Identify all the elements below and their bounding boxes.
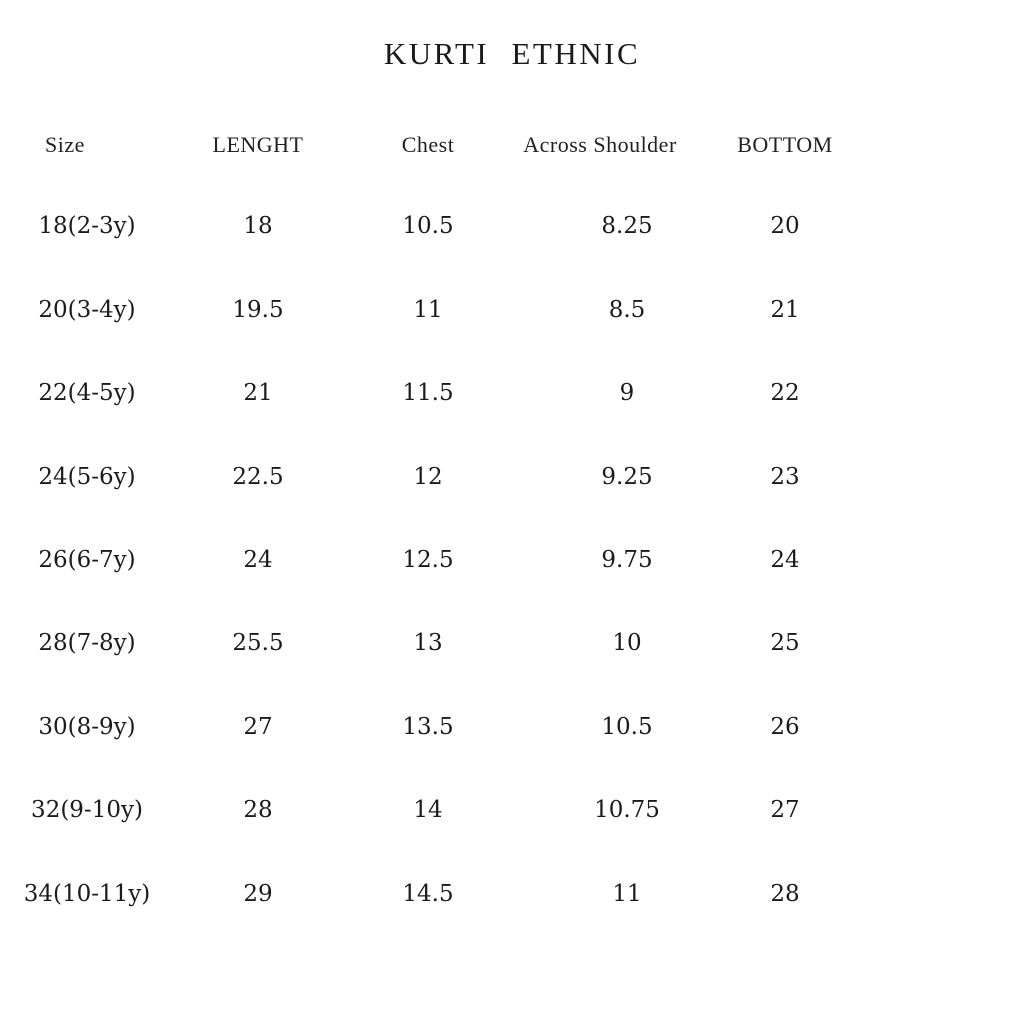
column-header-across-shoulder: Across Shoulder	[523, 132, 677, 157]
cell-across-shoulder: 10	[612, 630, 642, 656]
cell-size: 20(3-4y)	[38, 297, 136, 323]
cell-across-shoulder: 8.5	[608, 297, 646, 323]
cell-across-shoulder: 8.25	[601, 213, 653, 239]
cell-bottom: 26	[770, 714, 800, 740]
cell-size: 32(9-10y)	[31, 797, 143, 823]
cell-chest: 10.5	[402, 213, 454, 239]
cell-bottom: 21	[770, 297, 800, 323]
cell-chest: 11	[413, 297, 443, 323]
page-title: KURTI ETHNIC	[383, 36, 641, 71]
cell-bottom: 24	[770, 547, 800, 573]
cell-length: 19.5	[232, 297, 284, 323]
cell-across-shoulder: 11	[612, 881, 642, 907]
cell-size: 34(10-11y)	[23, 881, 151, 907]
cell-chest: 12	[413, 464, 443, 490]
cell-bottom: 23	[770, 464, 800, 490]
cell-chest: 14	[413, 797, 443, 823]
cell-length: 22.5	[232, 464, 284, 490]
cell-length: 18	[243, 213, 273, 239]
cell-length: 21	[243, 380, 273, 406]
cell-length: 27	[243, 714, 273, 740]
cell-chest: 13.5	[402, 714, 454, 740]
cell-size: 28(7-8y)	[38, 630, 136, 656]
cell-chest: 14.5	[402, 881, 454, 907]
column-header-bottom: BOTTOM	[737, 132, 833, 157]
cell-size: 24(5-6y)	[38, 464, 136, 490]
cell-length: 29	[243, 881, 273, 907]
cell-across-shoulder: 10.5	[601, 714, 653, 740]
cell-across-shoulder: 9	[619, 380, 635, 406]
cell-size: 22(4-5y)	[38, 380, 136, 406]
cell-across-shoulder: 10.75	[594, 797, 660, 823]
cell-length: 25.5	[232, 630, 284, 656]
column-header-length: LENGHT	[212, 132, 304, 157]
cell-size: 26(6-7y)	[38, 547, 136, 573]
cell-bottom: 22	[770, 380, 800, 406]
cell-size: 30(8-9y)	[38, 714, 136, 740]
cell-bottom: 28	[770, 881, 800, 907]
cell-length: 24	[243, 547, 273, 573]
cell-across-shoulder: 9.75	[601, 547, 653, 573]
cell-bottom: 25	[770, 630, 800, 656]
cell-bottom: 20	[770, 213, 800, 239]
cell-across-shoulder: 9.25	[601, 464, 653, 490]
cell-chest: 12.5	[402, 547, 454, 573]
cell-chest: 11.5	[402, 380, 454, 406]
cell-bottom: 27	[770, 797, 800, 823]
cell-size: 18(2-3y)	[38, 213, 136, 239]
cell-length: 28	[243, 797, 273, 823]
column-header-size: Size	[45, 132, 85, 157]
cell-chest: 13	[413, 630, 443, 656]
column-header-chest: Chest	[401, 132, 455, 157]
